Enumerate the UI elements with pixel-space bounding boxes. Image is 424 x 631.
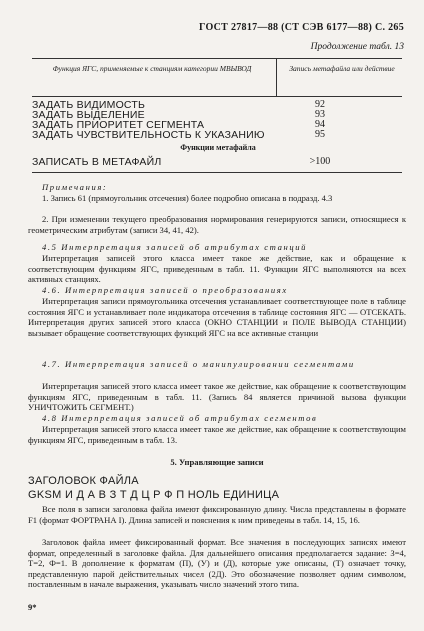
note-1: 1. Запись 61 (прямоугольник отсечения) более подробно описана в подразд. 4.3: [42, 193, 333, 203]
table-subheader: Функции метафайла: [180, 143, 256, 152]
section-4-5-text: Интерпретация записей этого класса имеет такое же действие, как и обращение к соответствующим функциям ЯГС, приведенным в табл. 11. Функции ЯГС выполняются на всех активных станциях.: [28, 253, 406, 285]
section-4-8-text: Интерпретация записей этого класса имеет такое же действие, как обращение к соответствующим функциям ЯГС, приведенным в табл. 13.: [28, 424, 406, 445]
notes-title: Примечания:: [42, 182, 108, 192]
table-row-value: 92: [315, 99, 325, 110]
section-5-title: 5. Управляющие записи: [170, 457, 264, 467]
file-header-title: ЗАГОЛОВОК ФАЙЛА: [28, 475, 139, 487]
table-top-rule: [32, 58, 402, 59]
section-4-8-title: 4.8 Интерпретация записей об атрибутах сегментов: [42, 413, 318, 423]
section-5-paragraph-1: Все поля в записи заголовка файла имеют фиксированную длину. Числа представлены в формате F1 (формат ФОРТРАНА I). Длина записей и пояснения к ним приведены в табл. 14, 15, 16.: [28, 504, 406, 525]
section-4-6-title: 4.6. Интерпретация записей о преобразованиях: [42, 285, 288, 295]
table-row-function: ЗАДАТЬ ВИДИМОСТЬ: [32, 99, 146, 111]
section-4-5-title: 4.5 Интерпретация записей об атрибутах станций: [42, 242, 308, 252]
table-column-divider: [276, 58, 277, 96]
table-meta-value: >100: [309, 156, 331, 167]
table-row-value: 93: [315, 109, 325, 120]
table-row-function: ЗАДАТЬ ЧУВСТВИТЕЛЬНОСТЬ К УКАЗАНИЮ: [32, 129, 265, 141]
table-bottom-rule: [32, 172, 402, 173]
table-header-record: Запись метафайла или действие: [289, 64, 395, 73]
standard-header: ГОСТ 27817—88 (СТ СЭВ 6177—88) С. 265: [199, 22, 404, 33]
table-continuation-label: Продолжение табл. 13: [310, 42, 404, 52]
page-mark: 9*: [28, 602, 37, 612]
table-row-function: ЗАДАТЬ ВЫДЕЛЕНИЕ: [32, 109, 145, 121]
table-row-value: 95: [315, 129, 325, 140]
section-5-paragraph-2: Заголовок файла имеет фиксированный формат. Все значения в последующих записях имеют формат, определенный в заголовке файла. Для дальнейшего описания предполагается задание: З=4, Т=2, Ф=1. В дополнение к форматам (П), (У) и (Д), которые уже описаны, (Т) означает точку, представленную парой действительных чисел (2Д). Это обозначение позволяет одним символом, поставленным в начале выражения, указывать число значений этого типа.: [28, 537, 406, 590]
table-row-function: ЗАДАТЬ ПРИОРИТЕТ СЕГМЕНТА: [32, 119, 205, 131]
table-row-value: 94: [315, 119, 325, 130]
note-2: 2. При изменении текущего преобразования нормирования генерируются записи, относящиеся к геометрическим атрибутам (записи 34, 41, 42).: [28, 214, 406, 235]
table-header-function: Функция ЯГС, применяемые к станциям категории МВЫВОД: [52, 64, 252, 73]
table-header-rule: [32, 96, 402, 97]
section-4-7-title: 4.7. Интерпретация записей о манипулировании сегментами: [42, 359, 355, 369]
section-4-6-text: Интерпретация записи прямоугольника отсечения устанавливает соответствующее поле в таблице состояния ЯГС и устанавливает поле индикатора отсечения в таблице состояния ЯГС — ОТСЕКАТЬ. Интерпретация других записей этого класса (ОКНО СТАНЦИИ и ПОЛЕ ВЫВОДА СТАНЦИИ) вызывает обращение соответствующих функций ЯГС на все активные станции: [28, 296, 406, 338]
section-4-7-text: Интерпретация записей этого класса имеет такое же действие, как обращение к соответствующим функциям ЯГС, приведенным в табл. 11. (Запись 84 является причиной вызова функции УНИЧТОЖИТЬ СЕГМЕНТ.): [28, 381, 406, 413]
table-meta-function: ЗАПИСАТЬ В МЕТАФАЙЛ: [32, 156, 162, 168]
file-header-code: GKSM И Д А В З Т Д Ц Р Ф П НОЛЬ ЕДИНИЦА: [28, 489, 280, 501]
